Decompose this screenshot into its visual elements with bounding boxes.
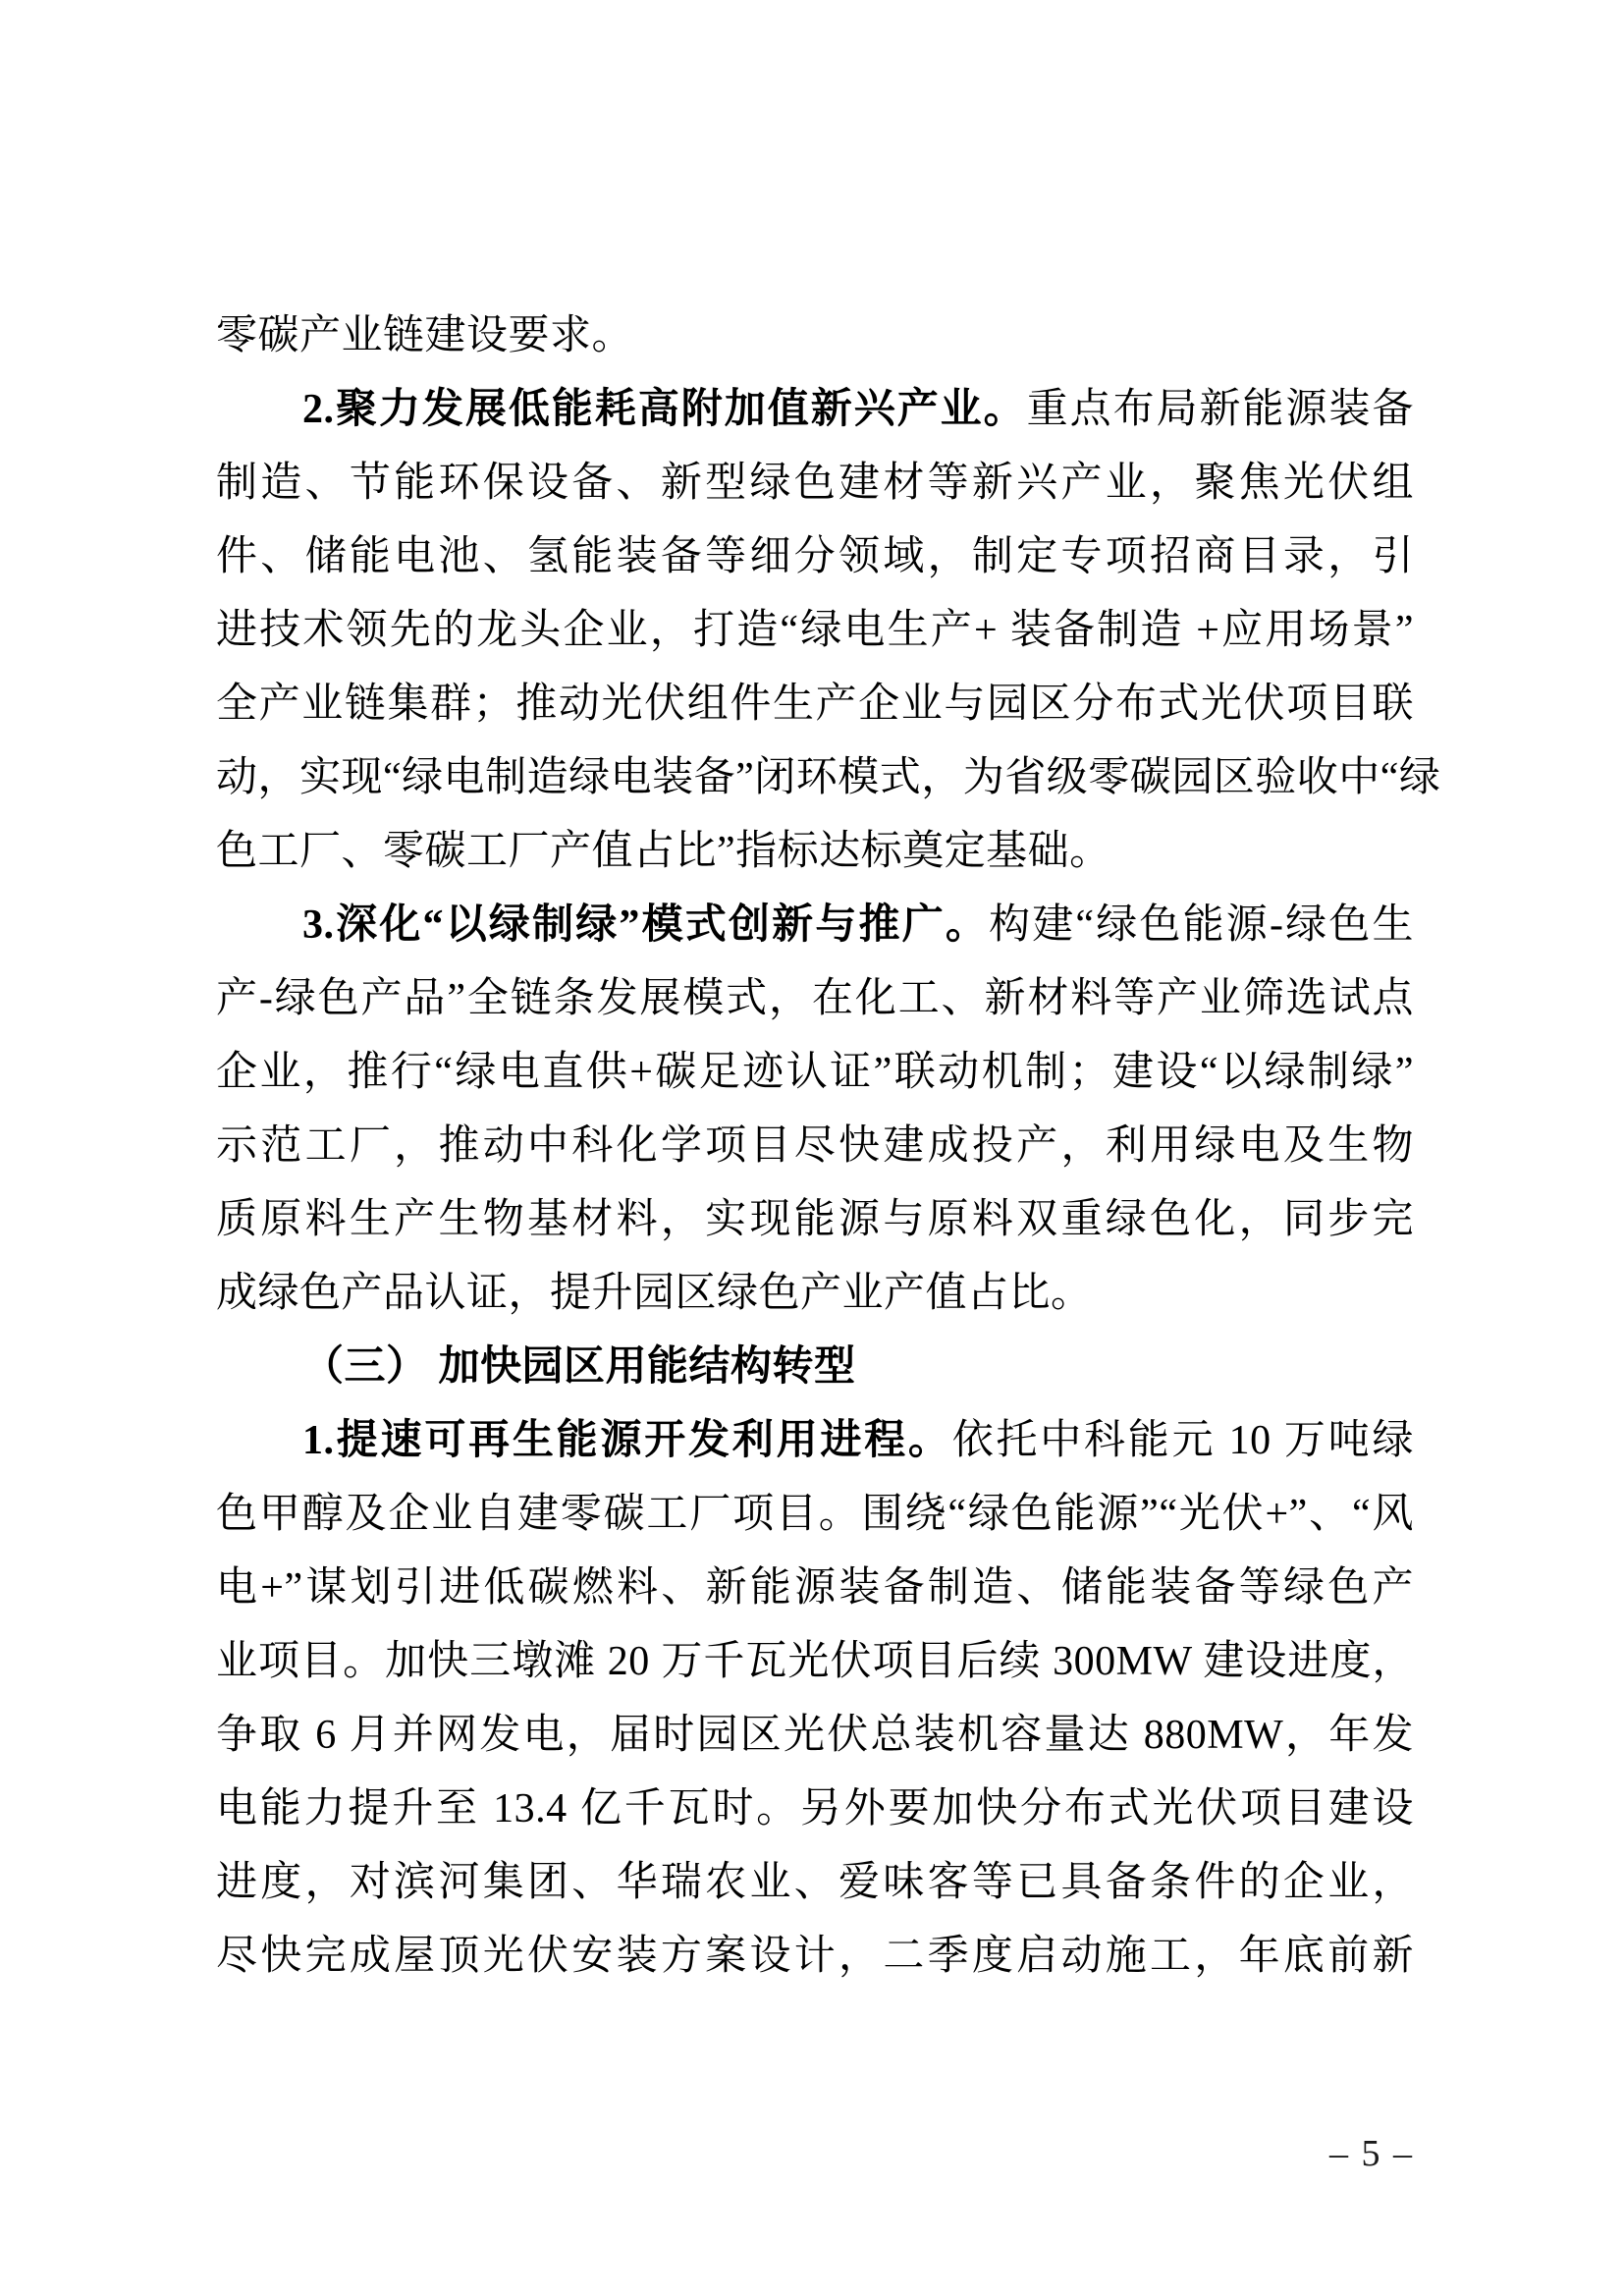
text-segment: 色工厂、零碳工厂产值占比”指标达标奠定基础。 — [216, 829, 1111, 874]
text-line — [216, 1331, 1414, 1404]
text-line — [216, 889, 1414, 962]
page-number: – 5 – — [1329, 2133, 1414, 2174]
text-line — [216, 520, 1414, 594]
bold-text-segment: 1.提速可再生能源开发利用进程。 — [302, 1418, 952, 1463]
text-segment: 重点布局新能源装备 — [1026, 387, 1414, 432]
text-segment: 构建“绿色能源-绿色生 — [989, 902, 1414, 948]
text-line — [216, 1404, 1414, 1478]
text-segment: 进技术领先的龙头企业，打造“绿电生产+ 装备制造 +应用场景” — [216, 608, 1414, 653]
text-segment: 制造、节能环保设备、新型绿色建材等新兴产业，聚焦光伏组 — [216, 461, 1414, 506]
text-line — [216, 300, 1414, 373]
text-segment: 质原料生产生物基材料，实现能源与原料双重绿色化，同步完 — [216, 1197, 1414, 1242]
text-line — [216, 1699, 1414, 1773]
text-segment: 色甲醇及企业自建零碳工厂项目。围绕“绿色能源”“光伏+”、“风 — [216, 1492, 1414, 1537]
text-line — [216, 594, 1414, 668]
text-line — [216, 1110, 1414, 1183]
text-line — [216, 1625, 1414, 1699]
text-segment: 产-绿色产品”全链条发展模式，在化工、新材料等产业筛选试点 — [216, 976, 1414, 1021]
text-segment: 依托中科能元 10 万吨绿 — [951, 1418, 1414, 1463]
text-line — [216, 373, 1414, 447]
text-segment: 成绿色产品认证，提升园区绿色产业产值占比。 — [216, 1271, 1093, 1316]
text-line — [216, 1257, 1414, 1331]
text-line — [216, 1036, 1414, 1110]
text-line — [216, 1920, 1414, 1994]
text-segment: 尽快完成屋顶光伏安装方案设计，二季度启动施工，年底前新 — [216, 1934, 1414, 1979]
text-segment: 零碳产业链建设要求。 — [216, 313, 634, 358]
text-line — [216, 815, 1414, 889]
text-line — [216, 447, 1414, 520]
text-line — [216, 962, 1414, 1036]
text-line — [216, 1773, 1414, 1846]
text-block — [216, 300, 1441, 1994]
text-segment: 电+”谋划引进低碳燃料、新能源装备制造、储能装备等绿色产 — [216, 1565, 1414, 1611]
text-line — [216, 1846, 1414, 1920]
text-segment: 全产业链集群；推动光伏组件生产企业与园区分布式光伏项目联 — [216, 682, 1414, 727]
text-line — [216, 1478, 1414, 1552]
text-line — [216, 668, 1414, 741]
text-segment: 进度，对滨河集团、华瑞农业、爱味客等已具备条件的企业， — [216, 1860, 1414, 1905]
bold-text-segment: 3.深化“以绿制绿”模式创新与推广。 — [302, 902, 990, 948]
text-segment: 示范工厂，推动中科化学项目尽快建成投产，利用绿电及生物 — [216, 1123, 1414, 1169]
text-segment: 动，实现“绿电制造绿电装备”闭环模式，为省级零碳园区验收中“绿 — [216, 755, 1441, 800]
text-segment: 电能力提升至 13.4 亿千瓦时。另外要加快分布式光伏项目建设 — [216, 1786, 1414, 1831]
text-segment: 业项目。加快三墩滩 20 万千瓦光伏项目后续 300MW 建设进度， — [216, 1639, 1414, 1684]
text-line — [216, 741, 1441, 815]
bold-text-segment: （三） 加快园区用能结构转型 — [302, 1344, 856, 1390]
bold-text-segment: 2.聚力发展低能耗高附加值新兴产业。 — [302, 387, 1027, 432]
text-line — [216, 1552, 1414, 1625]
text-line — [216, 1183, 1414, 1257]
text-segment: 企业，推行“绿电直供+碳足迹认证”联动机制；建设“以绿制绿” — [216, 1050, 1414, 1095]
text-segment: 争取 6 月并网发电，届时园区光伏总装机容量达 880MW，年发 — [216, 1713, 1414, 1758]
text-segment: 件、储能电池、氢能装备等细分领域，制定专项招商目录，引 — [216, 534, 1414, 579]
